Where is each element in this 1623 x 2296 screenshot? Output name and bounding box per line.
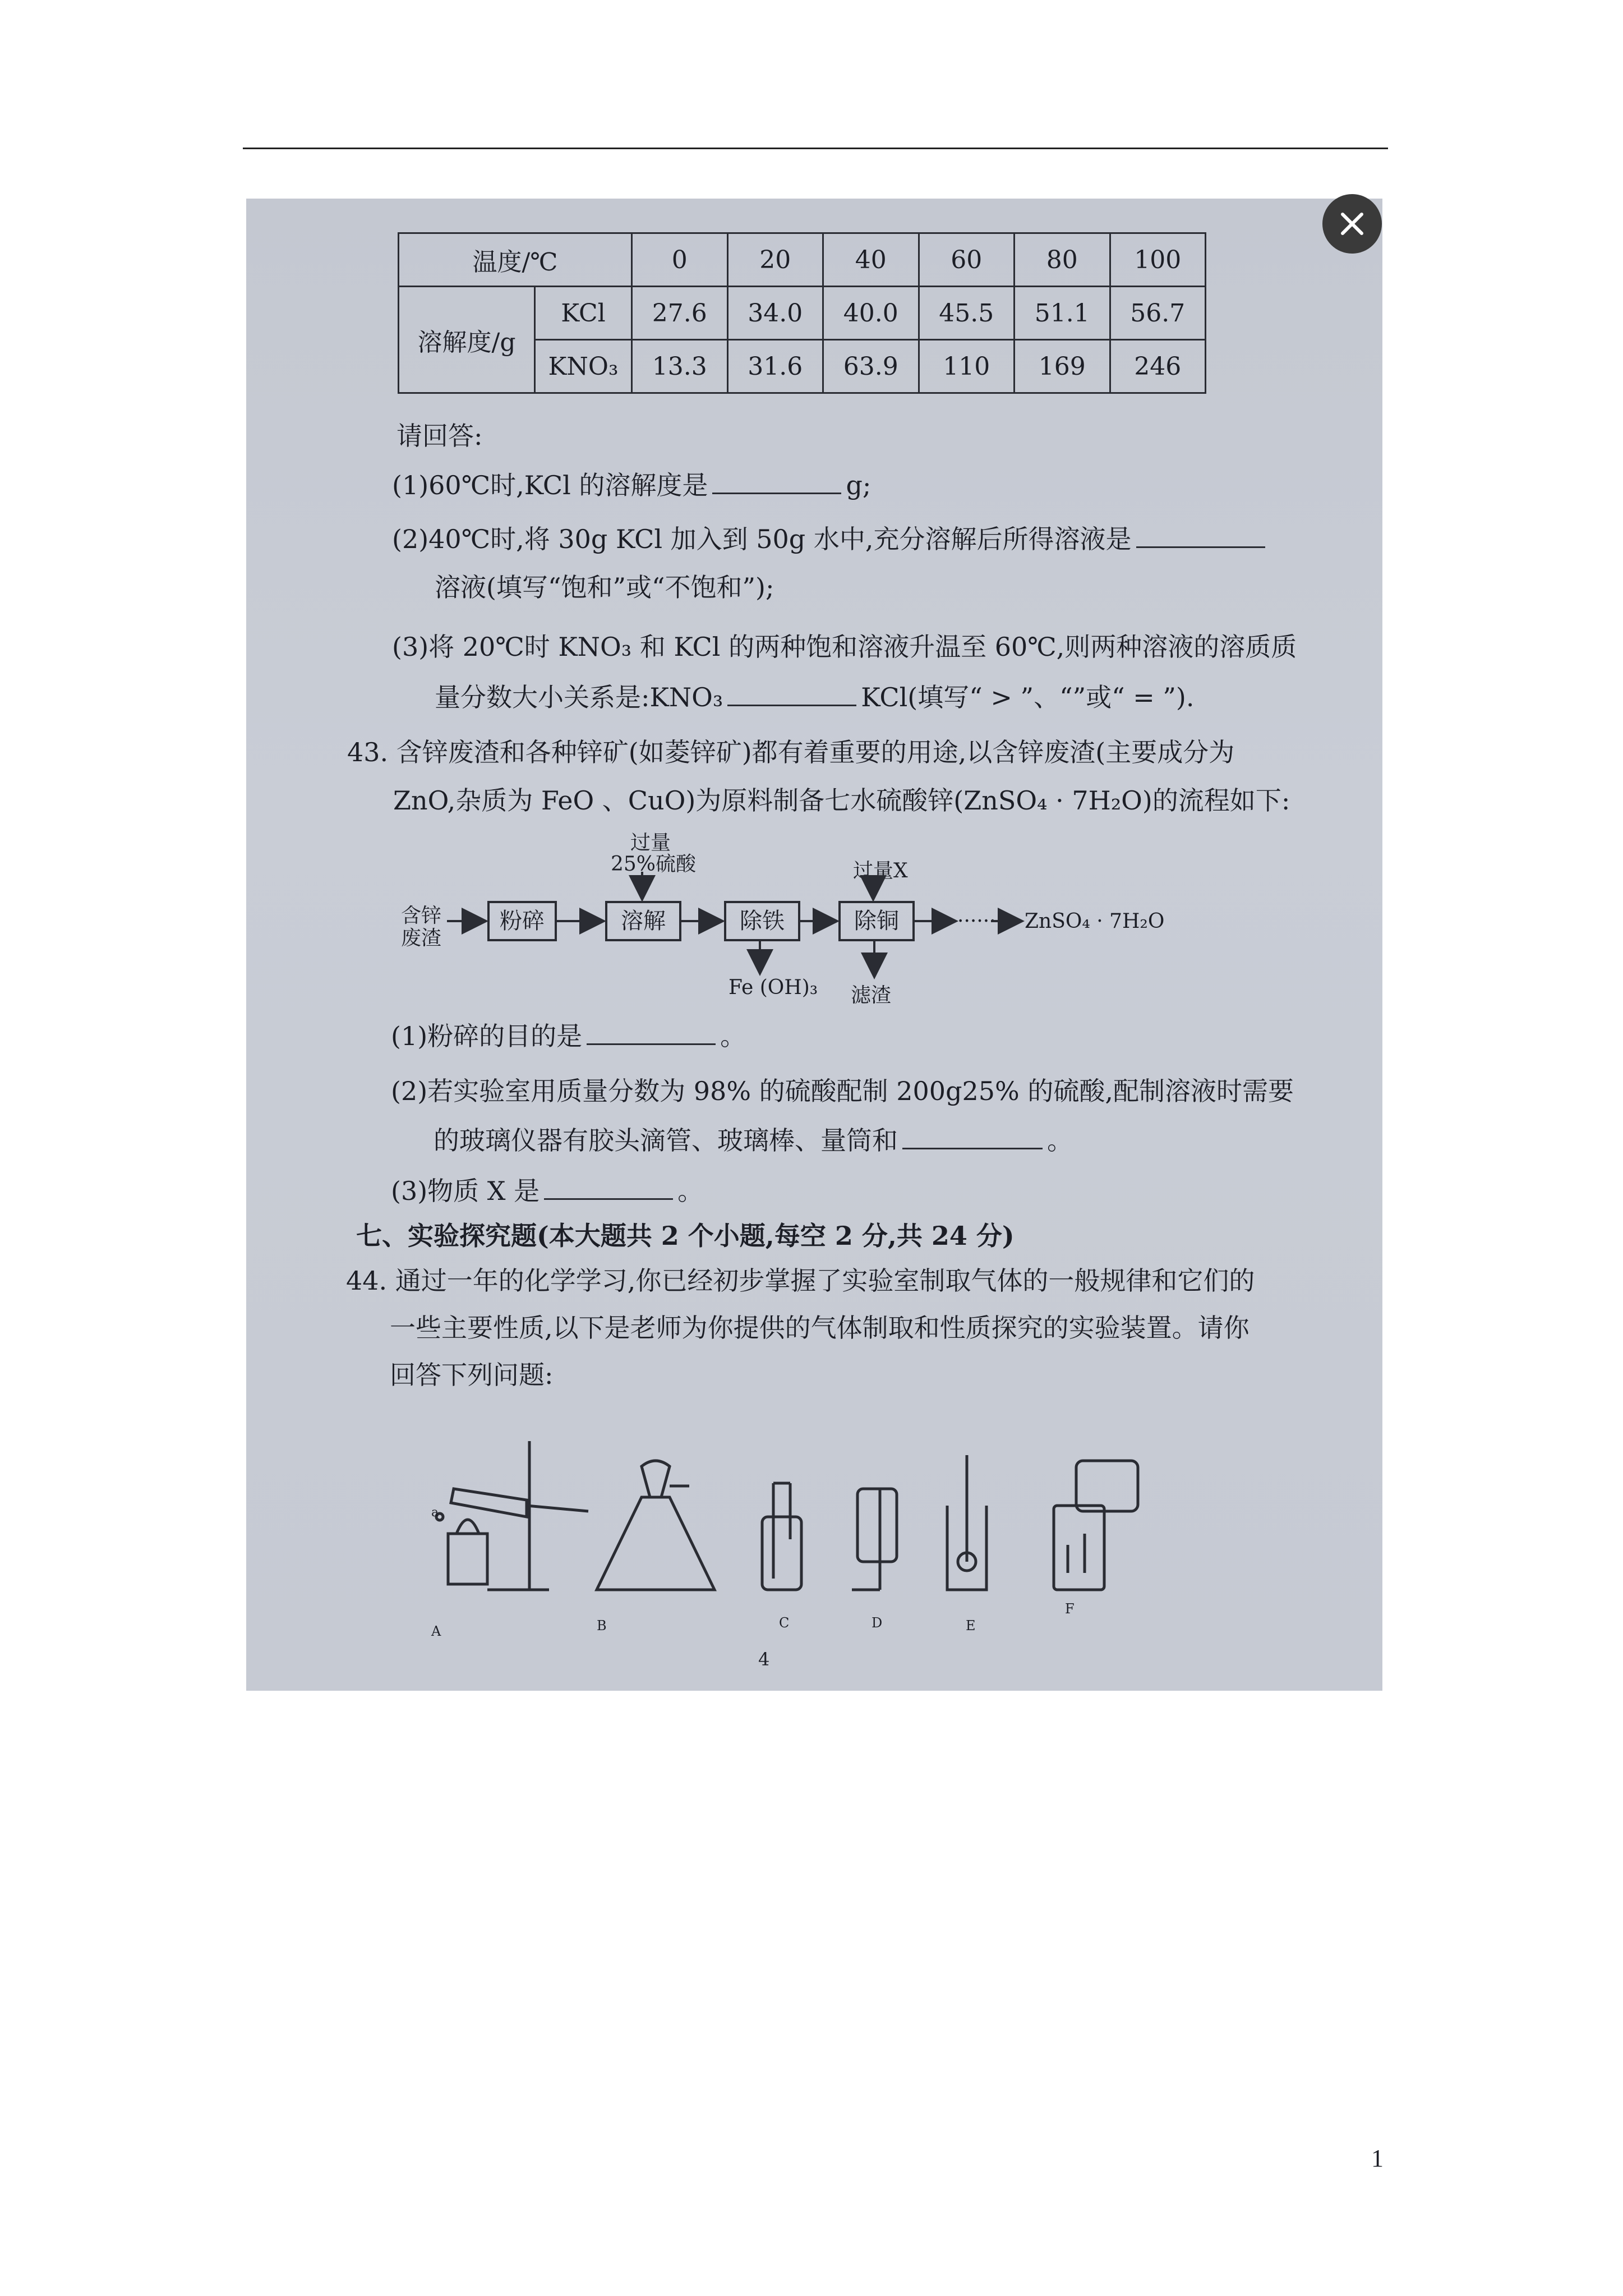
table-cell: 246 [1110,340,1206,393]
q42-sub3-line1: (3)将 20℃时 KNO₃ 和 KCl 的两种饱和溶液升温至 60℃,则两种溶液的溶质质 [392,632,1297,662]
flow-input4: 过量X [853,859,908,882]
photo-page-number: 4 [758,1649,770,1670]
q43-line2: ZnO,杂质为 FeO 、CuO)为原料制备七水硫酸锌(ZnSO₄ · 7H₂O)的流程如下: [393,785,1290,816]
flow-dots: ······ [957,910,996,933]
table-cell: 31.6 [727,340,823,393]
q43-sub1-end: 。 [720,1021,746,1051]
flow-product: ZnSO₄ · 7H₂O [1025,910,1165,933]
apparatus-label-a: A [431,1623,441,1639]
q43-sub3-text: (3)物质 X 是 [391,1176,540,1206]
table-substance: KNO₃ [535,340,632,393]
apparatus-small-label: a [431,1506,439,1520]
table-cell: 169 [1015,340,1110,393]
table-cell: 13.3 [632,340,728,393]
q43-sub2-line2 [434,1125,1073,1156]
table-header-label: 温度/℃ [399,233,632,287]
q42-sub3-tail: KCl(填写“ > ”、“”或“ = ”). [861,682,1195,712]
q43-sub3 [391,1176,703,1204]
q43-sub2-text: 的玻璃仪器有胶头滴管、玻璃棒、量筒和 [434,1125,898,1156]
q43-sub1 [391,1021,746,1049]
q43-line1: 43. 含锌废渣和各种锌矿(如菱锌矿)都有着重要的用途,以含锌废渣(主要成分为 [347,737,1235,767]
flow-output4: 滤渣 [851,984,892,1007]
table-cell: 60 [919,233,1015,287]
flow-arrows [246,199,1382,1040]
answer-blank[interactable] [587,1021,716,1045]
q44-line2: 一些主要性质,以下是老师为你提供的气体制取和性质探究的实验装置。请你 [390,1313,1249,1343]
answer-blank[interactable] [544,1176,673,1200]
table-group-label: 溶解度/g [399,287,535,393]
table-cell: 100 [1110,233,1206,287]
flow-box-dissolve: 溶解 [605,901,681,941]
table-substance: KCl [535,287,632,340]
q42-sub3-text: 量分数大小关系是:KNO₃ [435,682,723,712]
flow-box-remove-iron: 除铁 [724,901,800,941]
table-cell: 80 [1015,233,1110,287]
header-rule [243,148,1388,149]
q42-sub2-text: (2)40℃时,将 30g KCl 加入到 50g 水中,充分溶解后所得溶液是 [392,524,1132,554]
close-icon [1322,194,1382,254]
table-cell: 110 [919,340,1015,393]
q42-sub1-text: (1)60℃时,KCl 的溶解度是 [392,470,708,500]
table-cell: 27.6 [632,287,728,340]
table-cell: 0 [632,233,728,287]
flow-box-grind: 粉碎 [487,901,557,941]
flow-box-remove-copper: 除铜 [838,901,915,941]
apparatus-illustration [386,1433,1228,1635]
flow-input2-top: 过量 [630,831,671,854]
table-cell: 20 [727,233,823,287]
apparatus-label-b: B [597,1618,607,1634]
apparatus-label-d: D [872,1615,883,1631]
section-7-heading: 七、实验探究题(本大题共 2 个小题,每空 2 分,共 24 分) [356,1221,1015,1251]
table-cell: 40 [823,233,919,287]
q44-line3: 回答下列问题: [390,1360,554,1390]
page-number: 1 [1371,2145,1384,2172]
close-button[interactable] [1322,194,1382,254]
answer-blank[interactable] [902,1125,1043,1149]
q43-sub3-end: 。 [677,1176,704,1206]
table-cell: 63.9 [823,340,919,393]
exam-photo [246,199,1382,1691]
flow-output3: Fe (OH)₃ [728,976,818,999]
q43-sub2-line1: (2)若实验室用质量分数为 98% 的硫酸配制 200g25% 的硫酸,配制溶液时需要 [391,1076,1294,1106]
flow-input2-bottom: 25%硫酸 [611,853,697,876]
flow-start-bottom: 废渣 [401,927,442,950]
flow-start-top: 含锌 [401,904,442,927]
table-cell: 40.0 [823,287,919,340]
table-cell: 34.0 [727,287,823,340]
table-cell: 45.5 [919,287,1015,340]
q43-sub2-end: 。 [1047,1125,1073,1156]
table-cell: 56.7 [1110,287,1206,340]
apparatus-label-e: E [966,1618,976,1634]
apparatus-label-c: C [779,1615,790,1631]
table-cell: 51.1 [1015,287,1110,340]
apparatus-label-f: F [1065,1601,1075,1617]
q44-line1: 44. 通过一年的化学学习,你已经初步掌握了实验室制取气体的一般规律和它们的 [346,1266,1255,1296]
q42-sub1-unit: g; [846,470,872,500]
q42-sub2-line2: 溶液(填写“饱和”或“不饱和”); [435,572,774,602]
q43-sub1-text: (1)粉碎的目的是 [391,1021,583,1051]
q42-prompt: 请回答: [396,421,483,451]
